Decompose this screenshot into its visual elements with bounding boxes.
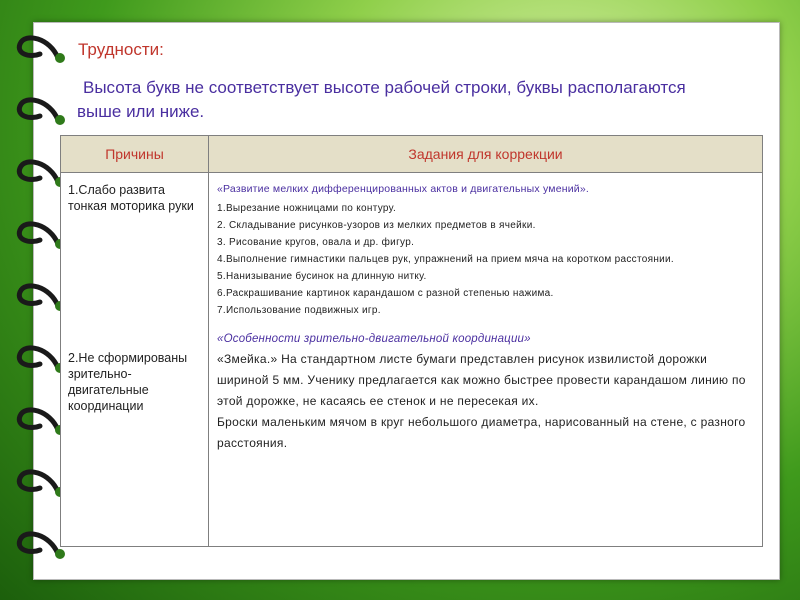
table-header-row bbox=[61, 136, 763, 173]
correction-table bbox=[60, 135, 763, 547]
table-row bbox=[61, 173, 763, 547]
header-reasons: Причины bbox=[61, 136, 209, 173]
section-1-title: «Развитие мелких дифференцированных актов и двигательных умений». bbox=[217, 183, 590, 195]
task-item-1: 1.Вырезание ножницами по контуру. bbox=[217, 203, 397, 214]
section-2-paragraph-2: Броски маленьким мячом в круг небольшого диаметра, нарисованный на стене, с разного расстояния. bbox=[217, 415, 746, 450]
reason-2: 2.Не сформированы зрительно-двигательные координации bbox=[68, 351, 188, 413]
task-item-7: 7.Использование подвижных игр. bbox=[217, 305, 381, 316]
reason-1: 1.Слабо развита тонкая моторика руки bbox=[68, 183, 194, 213]
problem-statement: Высота букв не соответствует высоте рабочей строки, буквы располагаются выше или ниже. bbox=[77, 78, 686, 121]
task-item-4: 4.Выполнение гимнастики пальцев рук, упражнений на прием мяча на коротком расстоянии. bbox=[217, 254, 674, 265]
binder-ring-icon bbox=[10, 90, 70, 130]
section-2-title: «Особенности зрительно-двигательной координации» bbox=[217, 333, 531, 345]
tasks-cell bbox=[209, 173, 763, 547]
task-item-3: 3. Рисование кругов, овала и др. фигур. bbox=[217, 237, 415, 248]
binder-ring-icon bbox=[10, 28, 70, 68]
section-2-paragraph-1: «Змейка.» На стандартном листе бумаги представлен рисунок извилистой дорожки шириной 5 мм. Ученику предлагается как можно быстрее провести карандашом линию по этой дорожке, не касаясь ее стенок и не пересекая их. bbox=[217, 352, 746, 408]
reasons-cell bbox=[61, 173, 209, 547]
page-heading: Трудности: bbox=[78, 40, 164, 59]
task-item-6: 6.Раскрашивание картинок карандашом с разной степенью нажима. bbox=[217, 288, 554, 299]
header-tasks: Задания для коррекции bbox=[209, 136, 763, 173]
task-item-2: 2. Складывание рисунков-узоров из мелких предметов в ячейки. bbox=[217, 220, 536, 231]
task-item-5: 5.Нанизывание бусинок на длинную нитку. bbox=[217, 271, 427, 282]
